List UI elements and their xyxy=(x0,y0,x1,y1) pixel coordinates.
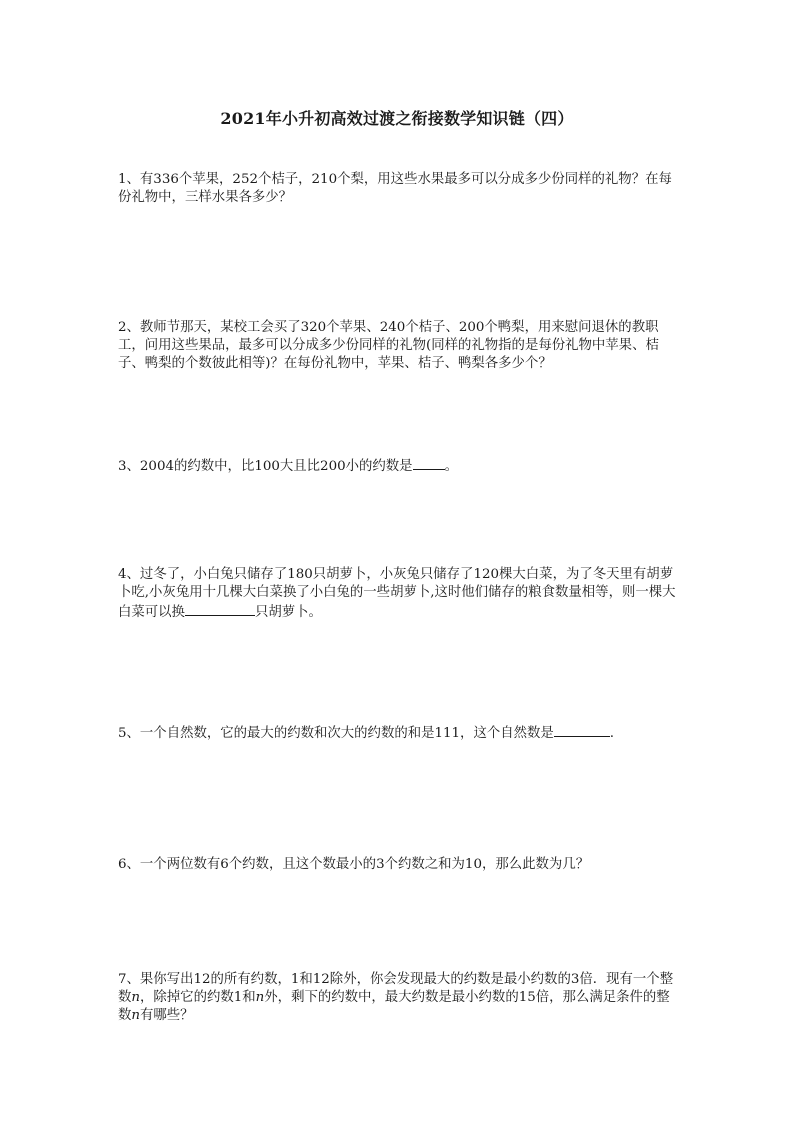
question-7-text-part3: 外，剩下的约数中，最大约数是最小约数的15倍，那么满足条件的整数 xyxy=(118,990,670,1023)
answer-blank xyxy=(185,602,255,616)
variable-n: n xyxy=(255,990,265,1005)
question-5-text-before: 5、一个自然数，它的最大的约数和次大的约数的和是111，这个自然数是 xyxy=(118,726,554,741)
question-7-text-part1: 7、果你写出12的所有约数，1和12除外，你会发现最大的约数是最小约数的3倍．现有一个整数 xyxy=(118,972,674,1005)
page-title: 2021年小升初高效过渡之衔接数学知识链（四） xyxy=(220,109,574,128)
question-3-text-before: 3、2004的约数中，比100大且比200小的约数是 xyxy=(118,459,413,474)
question-2-text: 2、教师节那天，某校工会买了320个苹果、240个桔子、200个鸭梨，用来慰问退休的教职工，问用这些果品，最多可以分成多少份同样的礼物(同样的礼物指的是每份礼物中苹果、桔子、鸭梨的个数彼此相等)？在每份礼物中，苹果、桔子、鸭梨各多少个？ xyxy=(118,320,659,371)
question-5 xyxy=(118,723,680,743)
variable-n: n xyxy=(131,990,141,1005)
question-6 xyxy=(118,856,680,874)
question-4-text-after: 只胡萝卜。 xyxy=(254,605,322,620)
question-1-text: 1、有336个苹果，252个桔子，210个梨，用这些水果最多可以分成多少份同样的礼物？在每份礼物中，三样水果各多少？ xyxy=(118,172,672,205)
question-7 xyxy=(118,971,680,1025)
question-5-text-after: . xyxy=(609,726,615,741)
question-4 xyxy=(118,566,680,622)
question-3 xyxy=(118,456,680,476)
variable-n: n xyxy=(131,1008,141,1023)
question-3-text-after: 。 xyxy=(444,459,458,474)
question-4-text-before: 4、过冬了，小白兔只储存了180只胡萝卜，小灰兔只储存了120棵大白菜，为了冬天里有胡萝卜吃,小灰兔用十几棵大白菜换了小白兔的一些胡萝卜,这时他们储存的粮食数量相等，则一棵大白菜可以换 xyxy=(118,567,676,620)
answer-blank xyxy=(413,456,445,470)
question-7-text-part2: ，除掉它的约数1和 xyxy=(140,990,256,1005)
answer-blank xyxy=(554,723,610,737)
question-6-text: 6、一个两位数有6个约数，且这个数最小的3个约数之和为10，那么此数为几？ xyxy=(118,857,590,872)
question-7-text-part4: 有哪些？ xyxy=(140,1008,194,1023)
question-1 xyxy=(118,171,680,207)
question-2 xyxy=(118,319,680,373)
